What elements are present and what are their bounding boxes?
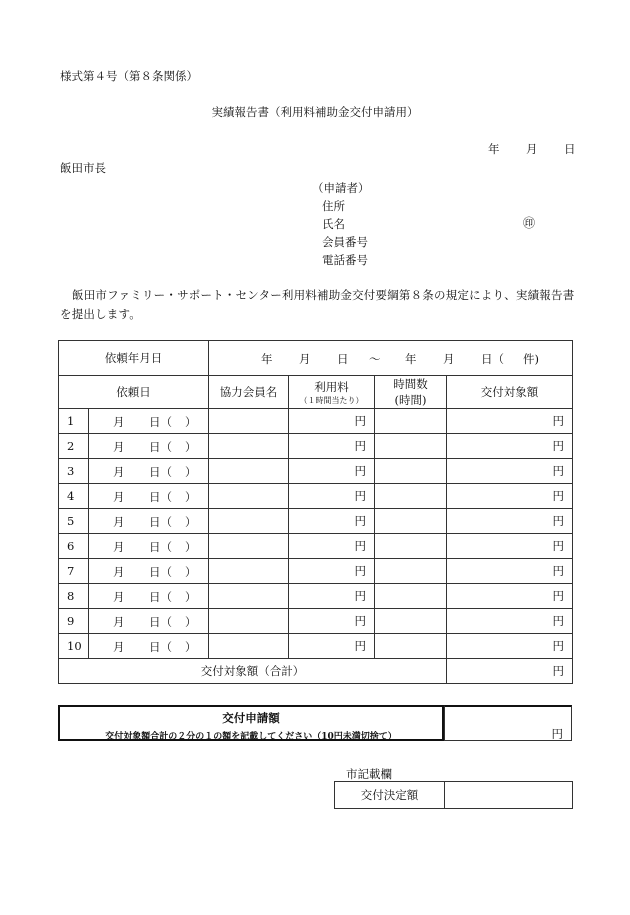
- period-year-1: 年: [261, 352, 273, 366]
- row-number: 8: [59, 584, 89, 609]
- total-label: 交付対象額（合計）: [59, 659, 447, 684]
- period-value-cell[interactable]: [209, 341, 573, 376]
- period-tilde: ～: [369, 352, 381, 366]
- table-row: [59, 609, 573, 634]
- row-number: 10: [59, 634, 89, 659]
- row-fee-cell[interactable]: 円: [289, 634, 375, 659]
- row-date-cell[interactable]: [89, 434, 209, 459]
- header-fee-label: 利用料: [314, 379, 349, 394]
- body-text: 飯田市ファミリー・サポート・センター利用料補助金交付要綱第８条の規定により、実績報告書を提出します。: [60, 288, 575, 321]
- applicant-name-label: 氏名: [322, 217, 345, 231]
- row-paren-close: ）: [185, 515, 197, 529]
- row-hours-cell[interactable]: [375, 559, 447, 584]
- row-month: 月: [113, 540, 125, 554]
- row-date-cell[interactable]: [89, 634, 209, 659]
- row-paren-close: ）: [185, 540, 197, 554]
- row-hours-cell[interactable]: [375, 509, 447, 534]
- row-paren-close: ）: [185, 640, 197, 654]
- row-fee-cell[interactable]: 円: [289, 509, 375, 534]
- applicant-address-label: 住所: [322, 199, 345, 213]
- date-day: 日: [564, 142, 576, 156]
- row-day: 日（: [149, 440, 172, 454]
- row-member-name-cell[interactable]: [209, 609, 289, 634]
- period-day-2: 日（: [481, 352, 504, 366]
- date-month: 月: [526, 142, 538, 156]
- row-amount-cell[interactable]: 円: [447, 434, 573, 459]
- row-hours-cell[interactable]: [375, 434, 447, 459]
- row-member-name-cell[interactable]: [209, 409, 289, 434]
- request-amount-cell[interactable]: 円: [444, 705, 572, 741]
- report-table: [58, 340, 573, 684]
- row-member-name-cell[interactable]: [209, 509, 289, 534]
- row-month: 月: [113, 515, 125, 529]
- row-fee-cell[interactable]: 円: [289, 484, 375, 509]
- header-fee: [289, 376, 375, 409]
- row-date-cell[interactable]: [89, 584, 209, 609]
- row-amount-cell[interactable]: 円: [447, 484, 573, 509]
- table-row: [59, 509, 573, 534]
- request-note: 交付対象額合計の２分の１の額を記載してください（10円未満切捨て）: [105, 732, 397, 742]
- row-paren-close: ）: [185, 615, 197, 629]
- row-date-cell[interactable]: [89, 509, 209, 534]
- row-month: 月: [113, 565, 125, 579]
- table-row: [59, 409, 573, 434]
- row-date-cell[interactable]: [89, 559, 209, 584]
- row-paren-close: ）: [185, 565, 197, 579]
- header-date: 依頼日: [59, 376, 209, 409]
- row-date-cell[interactable]: [89, 459, 209, 484]
- row-date-cell[interactable]: [89, 409, 209, 434]
- row-month: 月: [113, 465, 125, 479]
- city-use-table: [334, 781, 573, 809]
- decision-amount-label: 交付決定額: [335, 782, 445, 809]
- row-amount-cell[interactable]: 円: [447, 509, 573, 534]
- table-row: [59, 434, 573, 459]
- row-member-name-cell[interactable]: [209, 634, 289, 659]
- applicant-label: （申請者）: [312, 181, 370, 195]
- table-row: [59, 559, 573, 584]
- row-paren-close: ）: [185, 590, 197, 604]
- row-month: 月: [113, 440, 125, 454]
- seal-mark: ㊞: [523, 216, 536, 230]
- table-row: [59, 484, 573, 509]
- row-fee-cell[interactable]: 円: [289, 434, 375, 459]
- period-month-1: 月: [299, 352, 311, 366]
- row-date-cell[interactable]: [89, 609, 209, 634]
- period-month-2: 月: [443, 352, 455, 366]
- table-row: [59, 634, 573, 659]
- row-hours-cell[interactable]: [375, 634, 447, 659]
- applicant-phone-label: 電話番号: [322, 253, 368, 267]
- period-day-1: 日: [337, 352, 349, 366]
- row-month: 月: [113, 415, 125, 429]
- row-date-cell[interactable]: [89, 534, 209, 559]
- row-day: 日（: [149, 615, 172, 629]
- row-number: 3: [59, 459, 89, 484]
- table-row: [59, 584, 573, 609]
- row-amount-cell[interactable]: 円: [447, 534, 573, 559]
- row-amount-cell[interactable]: 円: [447, 459, 573, 484]
- row-day: 日（: [149, 640, 172, 654]
- date-year: 年: [488, 142, 500, 156]
- period-count: 件): [523, 352, 539, 366]
- row-amount-cell[interactable]: 円: [447, 559, 573, 584]
- row-number: 1: [59, 409, 89, 434]
- total-amount-cell[interactable]: 円: [447, 659, 573, 684]
- request-title: 交付申請額: [222, 711, 280, 725]
- city-use-label: 市記載欄: [346, 767, 392, 781]
- row-day: 日（: [149, 490, 172, 504]
- row-month: 月: [113, 640, 125, 654]
- row-paren-close: ）: [185, 415, 197, 429]
- request-amount-box: [58, 705, 444, 741]
- row-day: 日（: [149, 540, 172, 554]
- row-member-name-cell[interactable]: [209, 434, 289, 459]
- row-hours-cell[interactable]: [375, 409, 447, 434]
- row-number: 9: [59, 609, 89, 634]
- row-number: 5: [59, 509, 89, 534]
- row-member-name-cell[interactable]: [209, 584, 289, 609]
- header-hours: [375, 376, 447, 409]
- row-day: 日（: [149, 515, 172, 529]
- applicant-member-number-label: 会員番号: [322, 235, 368, 249]
- header-amount: 交付対象額: [447, 376, 573, 409]
- row-day: 日（: [149, 565, 172, 579]
- row-month: 月: [113, 590, 125, 604]
- row-number: 6: [59, 534, 89, 559]
- row-paren-close: ）: [185, 465, 197, 479]
- row-number: 4: [59, 484, 89, 509]
- table-row: [59, 534, 573, 559]
- document-title: 実績報告書（利用料補助金交付申請用）: [211, 105, 419, 119]
- row-fee-cell[interactable]: 円: [289, 559, 375, 584]
- row-fee-cell[interactable]: 円: [289, 534, 375, 559]
- row-hours-cell[interactable]: [375, 534, 447, 559]
- row-amount-cell[interactable]: 円: [447, 634, 573, 659]
- row-number: 2: [59, 434, 89, 459]
- row-number: 7: [59, 559, 89, 584]
- period-label: 依頼年月日: [59, 341, 209, 376]
- row-fee-cell[interactable]: 円: [289, 409, 375, 434]
- header-member-name: 協力会員名: [209, 376, 289, 409]
- row-hours-cell[interactable]: [375, 459, 447, 484]
- row-date-cell[interactable]: [89, 484, 209, 509]
- form-number: 様式第４号（第８条関係）: [60, 69, 198, 83]
- header-row: [59, 376, 573, 409]
- data-rows: [59, 409, 573, 659]
- row-amount-cell[interactable]: 円: [447, 409, 573, 434]
- row-hours-cell[interactable]: [375, 584, 447, 609]
- row-day: 日（: [149, 415, 172, 429]
- row-month: 月: [113, 615, 125, 629]
- row-paren-close: ）: [185, 440, 197, 454]
- date-line: [488, 141, 576, 157]
- row-fee-cell[interactable]: 円: [289, 459, 375, 484]
- header-hours-label: 時間数: [393, 377, 428, 391]
- row-member-name-cell[interactable]: [209, 559, 289, 584]
- header-fee-note: （１時間当たり）: [299, 395, 364, 405]
- row-hours-cell[interactable]: [375, 484, 447, 509]
- row-amount-cell[interactable]: 円: [447, 609, 573, 634]
- row-day: 日（: [149, 465, 172, 479]
- row-member-name-cell[interactable]: [209, 484, 289, 509]
- row-day: 日（: [149, 590, 172, 604]
- row-fee-cell[interactable]: 円: [289, 584, 375, 609]
- period-year-2: 年: [405, 352, 417, 366]
- addressee: 飯田市長: [60, 161, 106, 175]
- row-month: 月: [113, 490, 125, 504]
- row-paren-close: ）: [185, 490, 197, 504]
- row-member-name-cell[interactable]: [209, 459, 289, 484]
- header-hours-note: (時間): [394, 393, 427, 407]
- row-member-name-cell[interactable]: [209, 534, 289, 559]
- table-row: [59, 459, 573, 484]
- row-amount-cell[interactable]: 円: [447, 584, 573, 609]
- period-row: [59, 341, 573, 376]
- row-hours-cell[interactable]: [375, 609, 447, 634]
- total-row: [59, 659, 573, 684]
- decision-amount-cell[interactable]: [445, 782, 573, 809]
- row-fee-cell[interactable]: 円: [289, 609, 375, 634]
